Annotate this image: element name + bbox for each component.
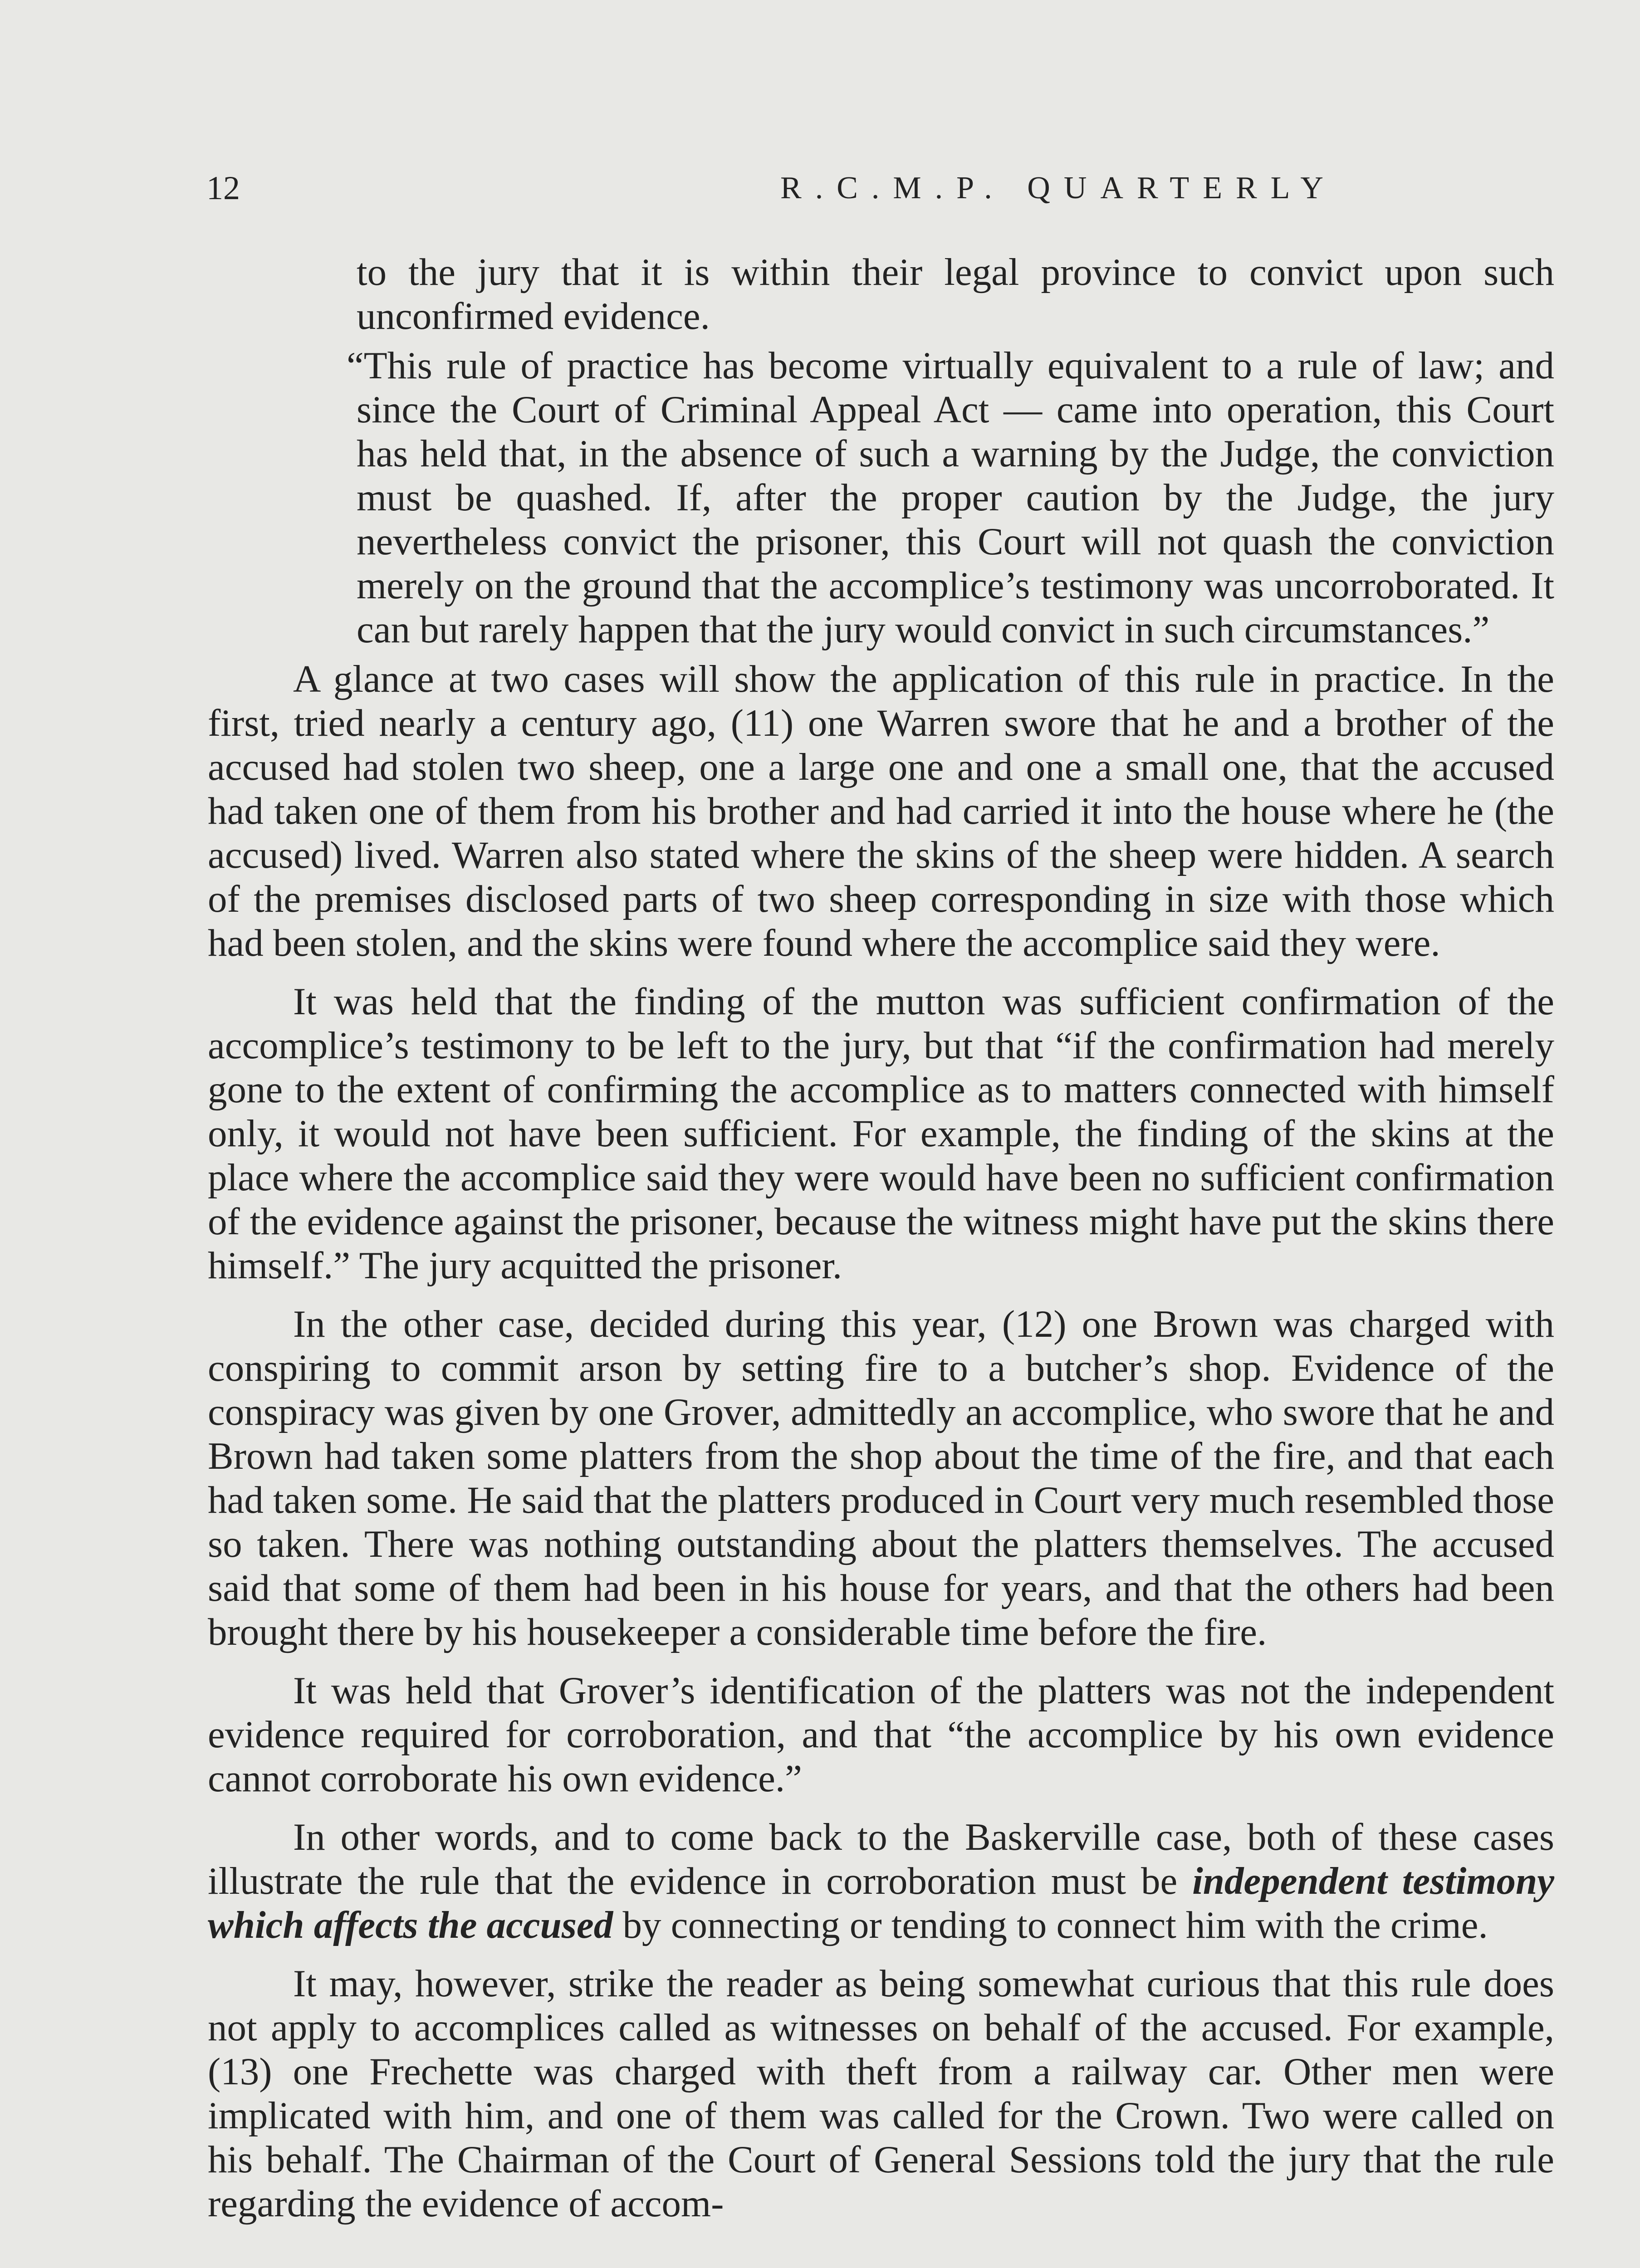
quote-paragraph: to the jury that it is within their legal province to convict upon such unconfirmed evidence.	[357, 251, 1554, 337]
block-quote	[347, 250, 1554, 652]
page-header	[206, 166, 1567, 211]
emphasized-text: independent testimony which affects the accused	[208, 1860, 1555, 1946]
page-number: 12	[206, 170, 240, 207]
paragraph: A glance at two cases will show the application of this rule in practice. In the first, tried nearly a century ago, (11) one Warren swore that he and a brother of the accused had stolen two sheep, one a large one and one a small one, that the accused had taken one of them from his brother and had carried it into the house where he (the accused) lived. Warren also stated where the skins of the sheep were hidden. A search of the premises disclosed parts of two sheep corresponding in size with those which had been stolen, and the skins were found where the accomplice said they were.	[208, 658, 1554, 964]
paragraph-text: In other words, and to come back to the Baskerville case, both of these cases illustrate the rule that the evidence in corroboration must be	[208, 1816, 1554, 1902]
paragraph: In the other case, decided during this year, (12) one Brown was charged with conspiring to commit arson by setting fire to a butcher’s shop. Evidence of the conspiracy was given by one Grover, admittedly an accomplice, who swore that he and Brown had taken some platters from the shop about the time of the fire, and that each had taken some. He said that the platters produced in Court very much resembled those so taken. There was nothing outstanding about the platters themselves. The accused said that some of them had been in his house for years, and that the others had been brought there by his housekeeper a considerable time before the fire.	[208, 1303, 1554, 1653]
paragraph: It was held that the finding of the mutton was sufficient confirmation of the accomplice’s testimony to be left to the jury, but that “if the confirmation had merely gone to the extent of confirming the accomplice as to matters connected with himself only, it would not have been sufficient. For example, the finding of the skins at the place where the accomplice said they were would have been no sufficient confirmation of the evidence against the prisoner, because the witness might have put the skins there himself.” The jury acquitted the prisoner.	[208, 980, 1554, 1287]
paragraph-text: by connecting or tending to connect him with the crime.	[613, 1904, 1488, 1946]
body-text	[208, 250, 1554, 2226]
running-head: R.C.M.P. QUARTERLY	[780, 171, 1337, 205]
quote-paragraph: “This rule of practice has become virtually equivalent to a rule of law; and since the Court of Criminal Appeal Act — came into operation, this Court has held that, in the absence of such a warning by the Judge, the conviction must be quashed. If, after the proper caution by the Judge, the jury nevertheless convict the prisoner, this Court will not quash the conviction merely on the ground that the accomplice’s testimony was uncorroborated. It can but rarely happen that the jury would convict in such circumstances.”	[347, 344, 1554, 651]
paragraph	[208, 1815, 1554, 1947]
paragraph: It may, however, strike the reader as being somewhat curious that this rule does not apply to accomplices called as witnesses on behalf of the accused. For example, (13) one Frechette was charged with theft from a railway car. Other men were implicated with him, and one of them was called for the Crown. Two were called on his behalf. The Chairman of the Court of General Sessions told the jury that the rule regarding the evidence of accom-	[208, 1962, 1554, 2225]
paragraph: It was held that Grover’s identification of the platters was not the independent evidence required for corroboration, and that “the accomplice by his own evidence cannot corroborate his own evidence.”	[208, 1669, 1554, 1800]
